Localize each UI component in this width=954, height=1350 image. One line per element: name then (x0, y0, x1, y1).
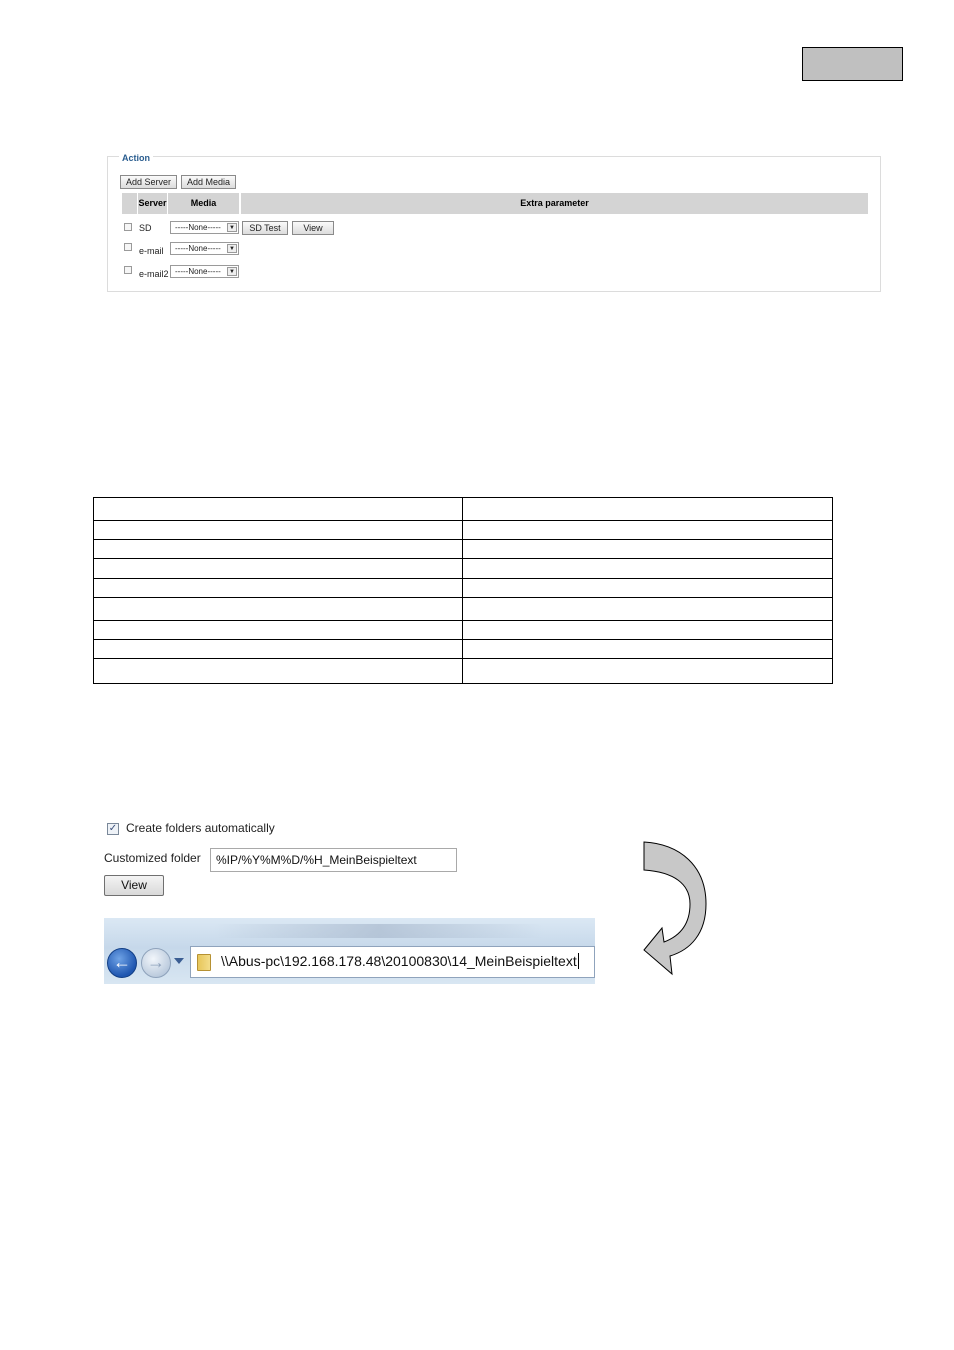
table-cell (463, 579, 833, 598)
back-arrow-icon[interactable]: ← (107, 948, 137, 978)
header-select (122, 193, 137, 214)
table-cell (94, 640, 463, 659)
table-cell (94, 579, 463, 598)
explorer-address-bar (104, 918, 595, 984)
create-folders-label: Create folders automatically (126, 821, 275, 835)
row-checkbox-sd[interactable] (124, 223, 132, 231)
chevron-down-icon: ▼ (227, 223, 237, 232)
address-field[interactable] (190, 946, 595, 978)
customized-folder-input[interactable]: %IP/%Y%M%D/%H_MeinBeispieltext (210, 848, 457, 872)
view-folder-button[interactable]: View (104, 875, 164, 896)
chevron-down-icon: ▼ (227, 267, 237, 276)
row-server-sd: SD (139, 223, 152, 233)
table-row (94, 559, 833, 579)
curved-arrow-icon (640, 838, 712, 980)
table-row (94, 621, 833, 640)
table-cell (463, 640, 833, 659)
row-server-email2: e-mail2 (139, 269, 169, 279)
table-cell (463, 521, 833, 540)
media-select-email[interactable] (170, 242, 239, 255)
row-server-email: e-mail (139, 246, 164, 256)
row-checkbox-email2[interactable] (124, 266, 132, 274)
media-select-sd[interactable] (170, 221, 239, 234)
row-checkbox-email[interactable] (124, 243, 132, 251)
parameter-table (93, 497, 833, 684)
table-cell (94, 521, 463, 540)
table-cell (463, 498, 833, 521)
table-cell (463, 559, 833, 579)
media-select-value: -----None----- (175, 223, 221, 232)
table-cell (463, 621, 833, 640)
table-row (94, 498, 833, 521)
header-extra-parameter: Extra parameter (241, 193, 868, 214)
blurred-title-area (214, 924, 544, 938)
table-row (94, 659, 833, 684)
table-cell (94, 559, 463, 579)
table-cell (94, 621, 463, 640)
action-legend: Action (119, 153, 153, 163)
history-dropdown-icon[interactable] (174, 958, 184, 964)
create-folders-checkbox[interactable] (107, 823, 119, 835)
table-row (94, 540, 833, 559)
customized-folder-label: Customized folder (104, 851, 201, 865)
header-server: Server (138, 193, 167, 214)
address-path: \\Abus-pc\192.168.178.48\20100830\14_MeinBeispieltext (221, 953, 577, 969)
table-cell (463, 659, 833, 684)
view-sd-button[interactable]: View (292, 221, 334, 235)
media-select-value: -----None----- (175, 267, 221, 276)
table-row (94, 598, 833, 621)
language-box (802, 47, 903, 81)
table-cell (94, 540, 463, 559)
forward-arrow-icon[interactable]: → (141, 948, 171, 978)
sd-test-button[interactable]: SD Test (242, 221, 288, 235)
header-media: Media (168, 193, 239, 214)
table-cell (94, 659, 463, 684)
chevron-down-icon: ▼ (227, 244, 237, 253)
table-cell (463, 540, 833, 559)
media-select-email2[interactable] (170, 265, 239, 278)
table-row (94, 579, 833, 598)
table-cell (94, 498, 463, 521)
add-media-button[interactable]: Add Media (181, 175, 236, 189)
table-row (94, 521, 833, 540)
folder-icon (197, 954, 211, 971)
table-cell (463, 598, 833, 621)
add-server-button[interactable]: Add Server (120, 175, 177, 189)
checkmark-icon: ✓ (108, 823, 118, 834)
action-panel (107, 153, 881, 292)
table-row (94, 640, 833, 659)
table-cell (94, 598, 463, 621)
media-select-value: -----None----- (175, 244, 221, 253)
